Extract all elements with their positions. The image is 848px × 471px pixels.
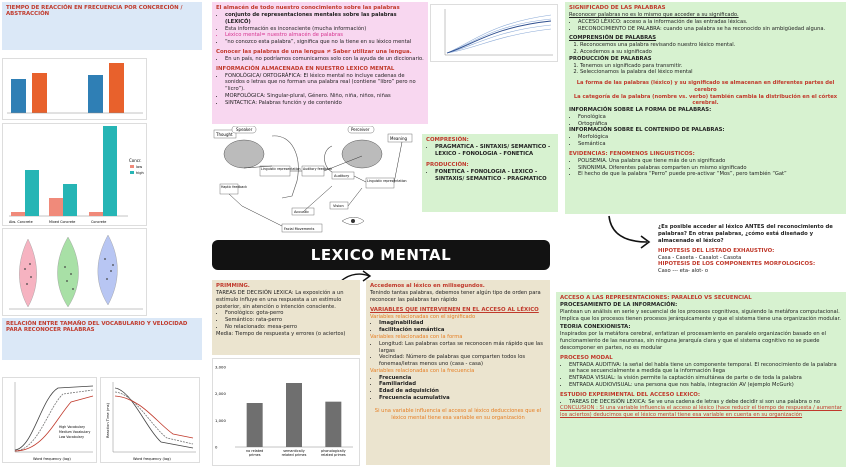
category-label: Mixed Concrete xyxy=(49,220,76,224)
bar xyxy=(89,212,103,216)
prod-palabras-list xyxy=(569,63,842,77)
category-label: no related xyxy=(246,449,264,453)
priming-title: PRIMMING. xyxy=(216,283,250,289)
speech-svg xyxy=(212,126,422,236)
list-item: • Morfológica xyxy=(578,134,842,141)
almacen-subtitle: Conocer las palabras de una lengua ≠ Saber utilizar una lengua. xyxy=(216,48,412,55)
significado-panel xyxy=(565,2,846,214)
series-line xyxy=(115,392,193,444)
concreteness-bar-chart xyxy=(2,123,147,226)
x-axis-label: Word frequency (log) xyxy=(133,457,171,461)
categoria-note: La categoría de la palabra (nombre vs. verbo) también cambia la distribución en el córtex cerebral. xyxy=(573,93,838,107)
list-item: • ENTRADA VISUAL: la visión permite la captación simultánea de parte o de toda la palabra xyxy=(569,375,842,382)
acceso-sub-2: TEORIA CONEXIONISTA: xyxy=(560,324,631,331)
mili-note: Si una variable influencia el acceso al léxico deducciones que el léxico mental tiene esa variable en su organización xyxy=(374,408,542,421)
freq-bar-chart xyxy=(2,58,147,120)
diagram-label: Acoustic xyxy=(294,210,310,214)
bar xyxy=(11,79,26,113)
bar xyxy=(109,63,124,113)
bar xyxy=(32,73,47,113)
list-item: • ENTRADA AUDITIVA: la señal del habla tiene un componente temporal. El reconocimiento de la palabra se hace secuencialmente a medida que la información llega xyxy=(569,362,842,376)
left-bottom-title: RELACIÓN ENTRE TAMAÑO DEL VOCABULARIO Y VELOCIDAD PARA RECONOCER PALABRAS xyxy=(6,321,188,333)
brain-icon xyxy=(342,140,382,168)
list-item: • Edad de adquisición xyxy=(379,388,546,395)
priming-media: Media: Tiempo de respuesta y errores (o aciertos) xyxy=(216,330,346,337)
series-line xyxy=(447,29,551,53)
x-axis-label: Word frequency (log) xyxy=(33,457,71,461)
comp-prod-panel xyxy=(422,134,558,212)
almacen-list xyxy=(216,12,424,46)
diagram-label: Speaker xyxy=(236,127,253,132)
list-item: • facilitación semántica xyxy=(379,327,546,334)
list-item: 1. Tenemos un significado para transmitir. xyxy=(580,63,842,70)
lexico-mental-banner xyxy=(212,240,550,270)
speech-diagram xyxy=(212,126,422,236)
left-top-title: TIEMPO DE REACCIÓN EN FRECUENCIA POR CONCRECIÓN / ABSTRACCIÓN xyxy=(6,5,183,17)
diagram-label: Meaning xyxy=(390,136,408,141)
milisegundos-panel xyxy=(366,280,550,465)
vocab-line-chart-2 xyxy=(100,377,200,463)
list-item: • ENTRADA AUDIOVISUAL: una persona que nos habla, integración AV (ejemplo McGurk) xyxy=(569,382,842,389)
tick-label: 2,000 xyxy=(215,391,226,397)
arrow-right-icon xyxy=(605,214,655,250)
diagram-label: Haptic feedback xyxy=(221,185,247,189)
list-item: • Frecuencia acumulativa xyxy=(379,395,546,402)
y-axis-label: Reaction Time (ms) xyxy=(106,403,110,438)
category-label: semantically xyxy=(283,449,305,453)
contenido-list xyxy=(569,134,842,148)
hipotesis-1-text: Casa - Caseta - Casalot - Casota xyxy=(658,254,742,261)
comp-palabras-title: COMPRENSIÓN DE PALABRAS xyxy=(569,35,657,42)
bar xyxy=(11,212,25,216)
comp-title: COMPRESIÓN: xyxy=(426,137,469,143)
acceso-conclusion: CONCLUSION : Si una variable influencia el acceso al léxico (hace reducir el tiempo de respuesta / aumentar los aciertos) deducimos que el léxico mental tiene esa variable en cuenta en su organización xyxy=(560,405,842,419)
list-item: • Fonológico: gota-perro xyxy=(225,310,356,317)
list-item: • Semántica xyxy=(578,141,842,148)
prod-palabras-title: PRODUCCIÓN DE PALABRAS xyxy=(569,55,652,62)
category-label: Concrete xyxy=(91,220,107,224)
violin xyxy=(19,239,36,307)
almacen-sub-list xyxy=(216,56,424,63)
list-item: • En un país, no podríamos comunicarnos solo con la ayuda de un diccionario. xyxy=(225,56,424,63)
bar xyxy=(25,170,39,216)
brain-icon xyxy=(224,140,264,168)
series-line xyxy=(115,388,193,448)
priming-intro: TAREAS DE DECISIÓN LEXICA: La exposición a un estímulo influye en una respuesta a un estímulo posterior, sin atención o intención consciente. xyxy=(216,290,344,310)
freq-bar-svg xyxy=(3,59,148,121)
violin-svg xyxy=(3,229,148,317)
legend-low: low xyxy=(136,165,143,169)
list-item: • ACCESO LÉXICO: acceso a la información de las entradas léxicas. xyxy=(578,19,842,26)
bar xyxy=(63,184,77,216)
group-1-title: Variables relacionadas con el significado xyxy=(370,313,476,320)
forma-list xyxy=(569,114,842,128)
hipotesis-2-title: HIPOTESIS DE LOS COMPONENTES MORFOLOGICOS: xyxy=(658,261,816,268)
priming-panel xyxy=(212,280,360,355)
group-3-list xyxy=(370,375,546,403)
info-list xyxy=(216,73,424,107)
tick-label: 3,000 xyxy=(215,364,226,370)
list-item: • POLISEMIA. Una palabra que tiene más de un significado xyxy=(578,158,842,165)
list-item: • SINONIMIA. Diferentes palabras comparten un mismo significado xyxy=(578,165,842,172)
group-3-title: Variables relacionadas con la frecuencia xyxy=(370,367,475,374)
almacen-panel xyxy=(212,2,428,124)
acceso-panel xyxy=(556,292,846,467)
significado-title: SIGNIFICADO DE LAS PALABRAS xyxy=(569,5,666,11)
category-label: Abs. Concrete xyxy=(9,220,33,224)
legend-title: Concr. xyxy=(129,158,142,163)
list-item: • Ortográfica xyxy=(578,121,842,128)
list-item: • RECONOCIMIENTO DE PALABRA: cuando una palabra se ha reconocido sin ambigüedad alguna. xyxy=(578,26,842,33)
priming-bar-chart xyxy=(212,358,360,466)
legend-item: Low Vocabulary xyxy=(59,435,84,439)
diagram-label: Auditory feedback xyxy=(303,167,333,171)
list-item: • MORFOLÓGICA: Singular-plural, Género. Niño, niña, niños, niñas xyxy=(225,93,424,100)
list-item: • Imaginabilidad xyxy=(379,320,546,327)
acceso-list-3 xyxy=(560,362,842,389)
left-bottom-panel xyxy=(2,318,202,360)
list-item: • Semántico: rata-perro xyxy=(225,317,356,324)
group-1-list xyxy=(370,320,546,334)
bar xyxy=(49,198,63,216)
evid-list xyxy=(569,158,842,178)
category-label: related primes xyxy=(320,453,346,457)
group-2-list xyxy=(370,341,546,368)
list-item: • “no conozco esta palabra”, significa que no la tiene en su léxico mental xyxy=(225,39,424,46)
info-title: INFORMACIÓN ALMACENADA EN NUESTRO LEXICO MENTAL xyxy=(216,65,395,72)
mili-title: Accedemos al léxico en milisegundos. xyxy=(370,283,485,289)
list-item: • No relacionado: mesa-perro xyxy=(225,324,356,331)
diagram-label: Facial Movements xyxy=(284,227,315,231)
concreteness-svg xyxy=(3,124,148,227)
list-item: • FONOLÓGICA/ ORTOGRÁFICA: El léxico mental no incluye cadenas de sonidos o letras que no forman una palabra real (contiene “libro” pero no “licro”). xyxy=(225,73,424,93)
mili-intro: Tenindo tantas palabras, debemos tener algún tipo de orden para reconocer las palabras tan rápido xyxy=(370,290,541,303)
list-item: • SINTACTICA: Palabras función y de contenido xyxy=(225,100,424,107)
prod-list xyxy=(426,169,554,183)
priming-list xyxy=(216,310,356,330)
growth-line-chart xyxy=(430,4,558,62)
banner-title: LEXICO MENTAL xyxy=(310,246,452,264)
series-line xyxy=(15,396,93,451)
list-item: • Fonológica xyxy=(578,114,842,121)
hipotesis-question: ¿Es posible acceder al léxico ANTES del reconocimiento de palabras? En otras palabras, ¿cómo está diseñado y almacenado el léxico? xyxy=(658,224,833,244)
hipotesis-2-text: Caso --- eta- alot- o xyxy=(658,268,709,275)
group-2-title: Variables relacionadas con la forma xyxy=(370,334,463,341)
diagram-label: Perceiver xyxy=(351,127,370,132)
violin xyxy=(98,235,118,305)
list-item: • Esta información es inconsciente (mucha información) xyxy=(225,26,424,33)
growth-svg xyxy=(431,5,559,63)
bar xyxy=(88,75,103,113)
category-label: phonologically xyxy=(321,449,346,453)
comp-palabras-list xyxy=(569,42,842,56)
prod-title: PRODUCCIÓN: xyxy=(426,161,469,168)
left-top-panel xyxy=(2,2,202,50)
list-item: 2. Seleccionamos la palabra del léxico mental xyxy=(580,69,842,76)
list-item: • El hecho de que la palabra “Perro” puede pre-activar “Mos”, pero también “Gat” xyxy=(578,171,842,178)
list-item: • Frecuencia xyxy=(379,375,546,382)
list-item: 1. Reconocemos una palabra revisando nuestro léxico mental. xyxy=(580,42,842,49)
almacen-title: El almacén de todo nuestro conocimiento sobre las palabras xyxy=(216,5,400,11)
vocab-line-svg-1 xyxy=(3,378,98,464)
acceso-text-1: Plantean un análisis en serie y secuencial de los procesos cognitivos, siguiendo la metáfora computacional. Implica que los procesos tienen procesos jerárquicamente y que el sistema tiene una organización modular. xyxy=(560,308,841,322)
bar xyxy=(325,402,341,447)
list-item: • conjunto de representaciones mentales sobre las palabras (LEXICÓ) xyxy=(225,12,424,26)
list-item: 2. Accedemos a su significado xyxy=(580,49,842,56)
diagram-label: Linguistic representation xyxy=(261,167,301,171)
hipotesis-panel xyxy=(655,222,846,288)
diagram-label: Linguistic representation xyxy=(367,179,407,183)
diagram-label: Thought xyxy=(216,132,233,137)
legend-high: high xyxy=(136,171,144,175)
violin xyxy=(57,237,78,307)
significado-list xyxy=(569,19,842,33)
list-item: • Léxico mental= nuestro almacén de palabras xyxy=(225,32,424,39)
significado-intro: Reconocer palabras no es lo mismo que acceder a su significado. xyxy=(569,12,739,19)
forma-title: INFORMACIÓN SOBRE LA FORMA DE PALABRAS: xyxy=(569,107,712,114)
vocab-line-svg-2 xyxy=(101,378,201,464)
acceso-sub-1: PROCESAMIENTO DE LA INFORMACIÓN: xyxy=(560,302,678,309)
acceso-title: ACCESO A LAS REPRESENTACIONES: PARALELO VS SECUENCIAL xyxy=(560,295,752,301)
evid-title: EVIDENCIAS: FENOMENOS LINGUISTICOS: xyxy=(569,150,695,157)
acceso-text-2: Inspirados por la metáfora cerebral, enfatizan el procesamiento en paralelo organización basado en el funcionamiento de las neuronas, sin ninguna jerarquía clara y que el sistema cognitivo no se puede descomponer en partes, no es modular xyxy=(560,331,826,351)
acceso-sub-4: ESTUDIO EXPERIMENTAL DEL ACCESO LEXICO: xyxy=(560,391,701,398)
tick-label: 0 xyxy=(215,444,218,450)
comp-list xyxy=(426,144,554,158)
violin-chart xyxy=(2,228,147,316)
vars-title: VARIABLES QUE INTERVIENEN EN EL ACCESO AL LÉXICO xyxy=(370,306,539,313)
diagram-label: Auditory xyxy=(334,174,350,178)
legend-item: Medium Vocabulary xyxy=(59,430,91,434)
tick-label: 1,000 xyxy=(215,417,226,423)
legend-item: High Vocabulary xyxy=(59,425,86,429)
acceso-sub-3: PROCESO MODAL xyxy=(560,354,613,361)
list-item: • Vecindad: Número de palabras que comparten todos los fonemas/letras menos uno (casa - casa) xyxy=(379,354,546,368)
list-item: • PRAGMATICA - SINTAXIS/ SEMANTICO - LEXICO - FONOLOGIA - FONETICA xyxy=(435,144,554,158)
bar xyxy=(286,383,302,447)
list-item: • TAREAS DE DECISIÓN LEXICA: Se ve una cadena de letras y debe decidir si son una palabra o no xyxy=(569,399,842,406)
category-label: primes xyxy=(248,453,261,457)
vocab-line-chart-1 xyxy=(2,377,97,463)
bar xyxy=(103,126,117,216)
bar xyxy=(247,403,263,447)
hipotesis-1-title: HIPOTESIS DEL LISTADO EXHAUSTIVO: xyxy=(658,247,775,254)
list-item: • Familiaridad xyxy=(379,381,546,388)
list-item: • Longitud: Las palabras cortas se reconocen más rápido que las largas xyxy=(379,341,546,355)
forma-note: La forma de las palabras (léxico) y su significado se almacenan en diferentes partes del cerebro xyxy=(576,80,835,93)
diagram-label: Vision xyxy=(333,204,344,208)
contenido-title: INFORMACIÓN SOBRE EL CONTENIDO DE PALABRAS: xyxy=(569,127,725,134)
series-line xyxy=(15,386,93,450)
priming-bar-svg xyxy=(213,359,361,467)
series-line xyxy=(115,396,193,438)
category-label: related primes xyxy=(281,453,307,457)
list-item: • FONETICA - FONOLOGIA - LEXICO - SINTAXIS/ SEMANTICO - PRAGMATICO xyxy=(435,169,554,183)
